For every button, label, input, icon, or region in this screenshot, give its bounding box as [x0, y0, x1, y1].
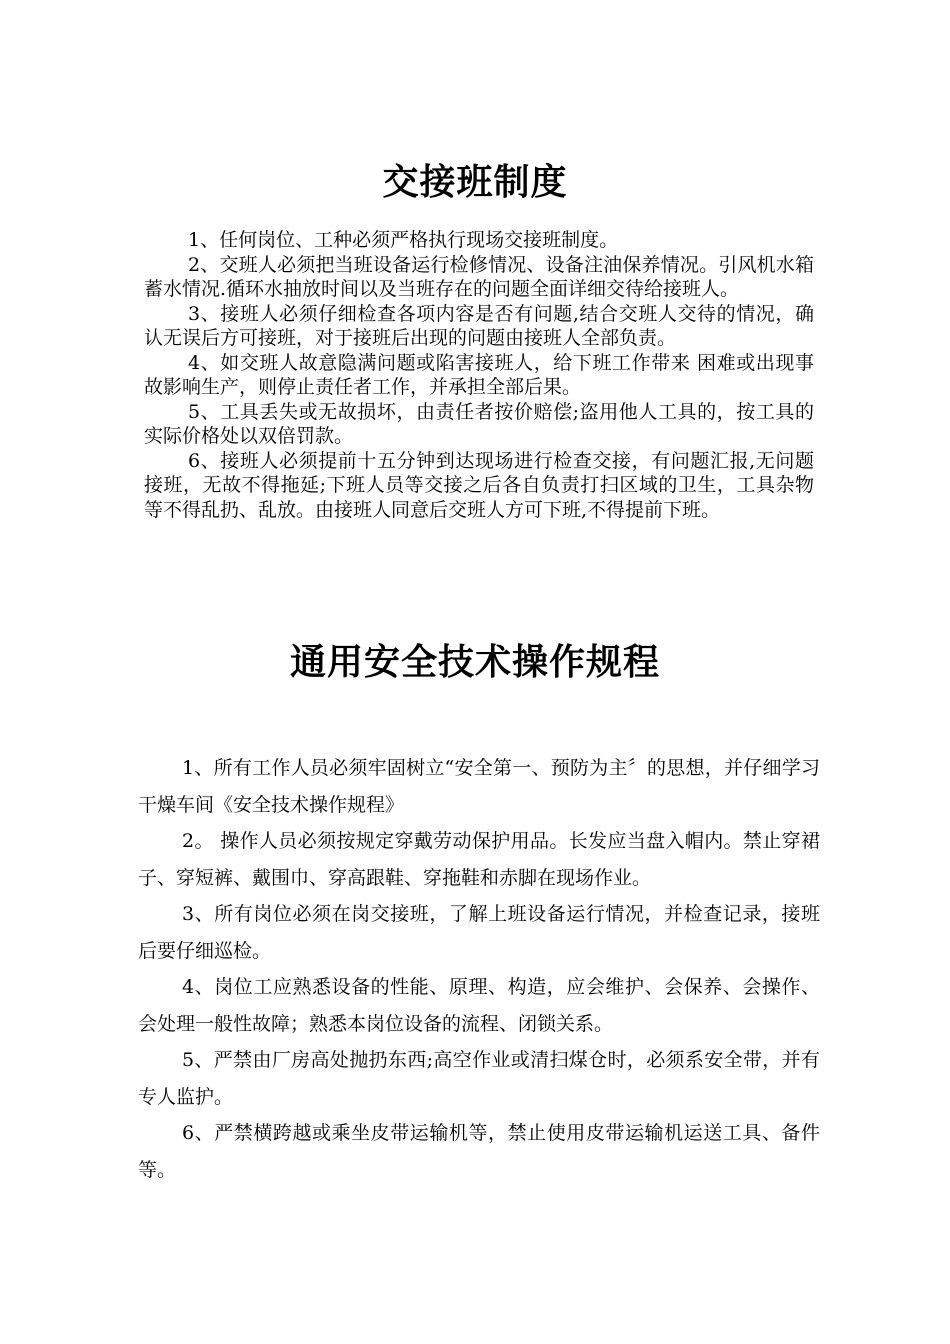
- section1-paragraph: 6、接班人必须提前十五分钟到达现场进行检查交接，有问题汇报,无问题接班，无故不得拖延;下班人员等交接之后各自负责打扫区域的卫生，工具杂物等不得乱扔、乱放。由接班人同意后交班人方可下班,不得提前下班。: [144, 449, 814, 521]
- section1-title: 交接班制度: [382, 162, 568, 203]
- section2-paragraph: 1、所有工作人员必须牢固树立“安全第一、预防为主〞的思想，并仔细学习干燥车间《安全技术操作规程》: [138, 757, 820, 816]
- section2-title: 通用安全技术操作规程: [289, 642, 660, 683]
- section1-paragraph: 5、工具丢失或无故损坏，由责任者按价赔偿;盗用他人工具的，按工具的实际价格处以双倍罚款。: [144, 400, 814, 447]
- section1-paragraph: 1、任何岗位、工种必须严格执行现场交接班制度。: [188, 229, 619, 251]
- section2-paragraph: 4、岗位工应熟悉设备的性能、原理、构造，应会维护、会保养、会操作、会处理一般性故障；熟悉本岗位设备的流程、闭锁关系。: [138, 976, 820, 1035]
- section2-body: [138, 750, 820, 1188]
- section1-paragraph: 3、接班人必须仔细检查各项内容是否有问题,结合交班人交待的情况，确认无误后方可接班，对于接班后出现的问题由接班人全部负责。: [144, 302, 814, 349]
- section2-paragraph: 2。 操作人员必须按规定穿戴劳动保护用品。长发应当盘入帽内。禁止穿裙子、穿短裤、戴围巾、穿高跟鞋、穿拖鞋和赤脚在现场作业。: [138, 830, 820, 889]
- section1-body: [144, 228, 814, 522]
- section1-paragraph: 2、交班人必须把当班设备运行检修情况、设备注油保养情况。引风机水箱蓄水情况.循环水抽放时间以及当班存在的问题全面详细交待给接班人。: [144, 253, 814, 300]
- section1-paragraph: 4、如交班人故意隐满问题或陷害接班人，给下班工作带来 困难或出现事故影响生产，则停止责任者工作，并承担全部后果。: [144, 351, 814, 398]
- section2-paragraph: 3、所有岗位必须在岗交接班，了解上班设备运行情况，并检查记录，接班后要仔细巡检。: [138, 903, 820, 962]
- section2-paragraph: 5、严禁由厂房高处抛扔东西;高空作业或清扫煤仓时，必须系安全带，并有专人监护。: [138, 1049, 820, 1108]
- section2-paragraph: 6、严禁横跨越或乘坐皮带运输机等，禁止使用皮带运输机运送工具、备件等。: [138, 1122, 820, 1181]
